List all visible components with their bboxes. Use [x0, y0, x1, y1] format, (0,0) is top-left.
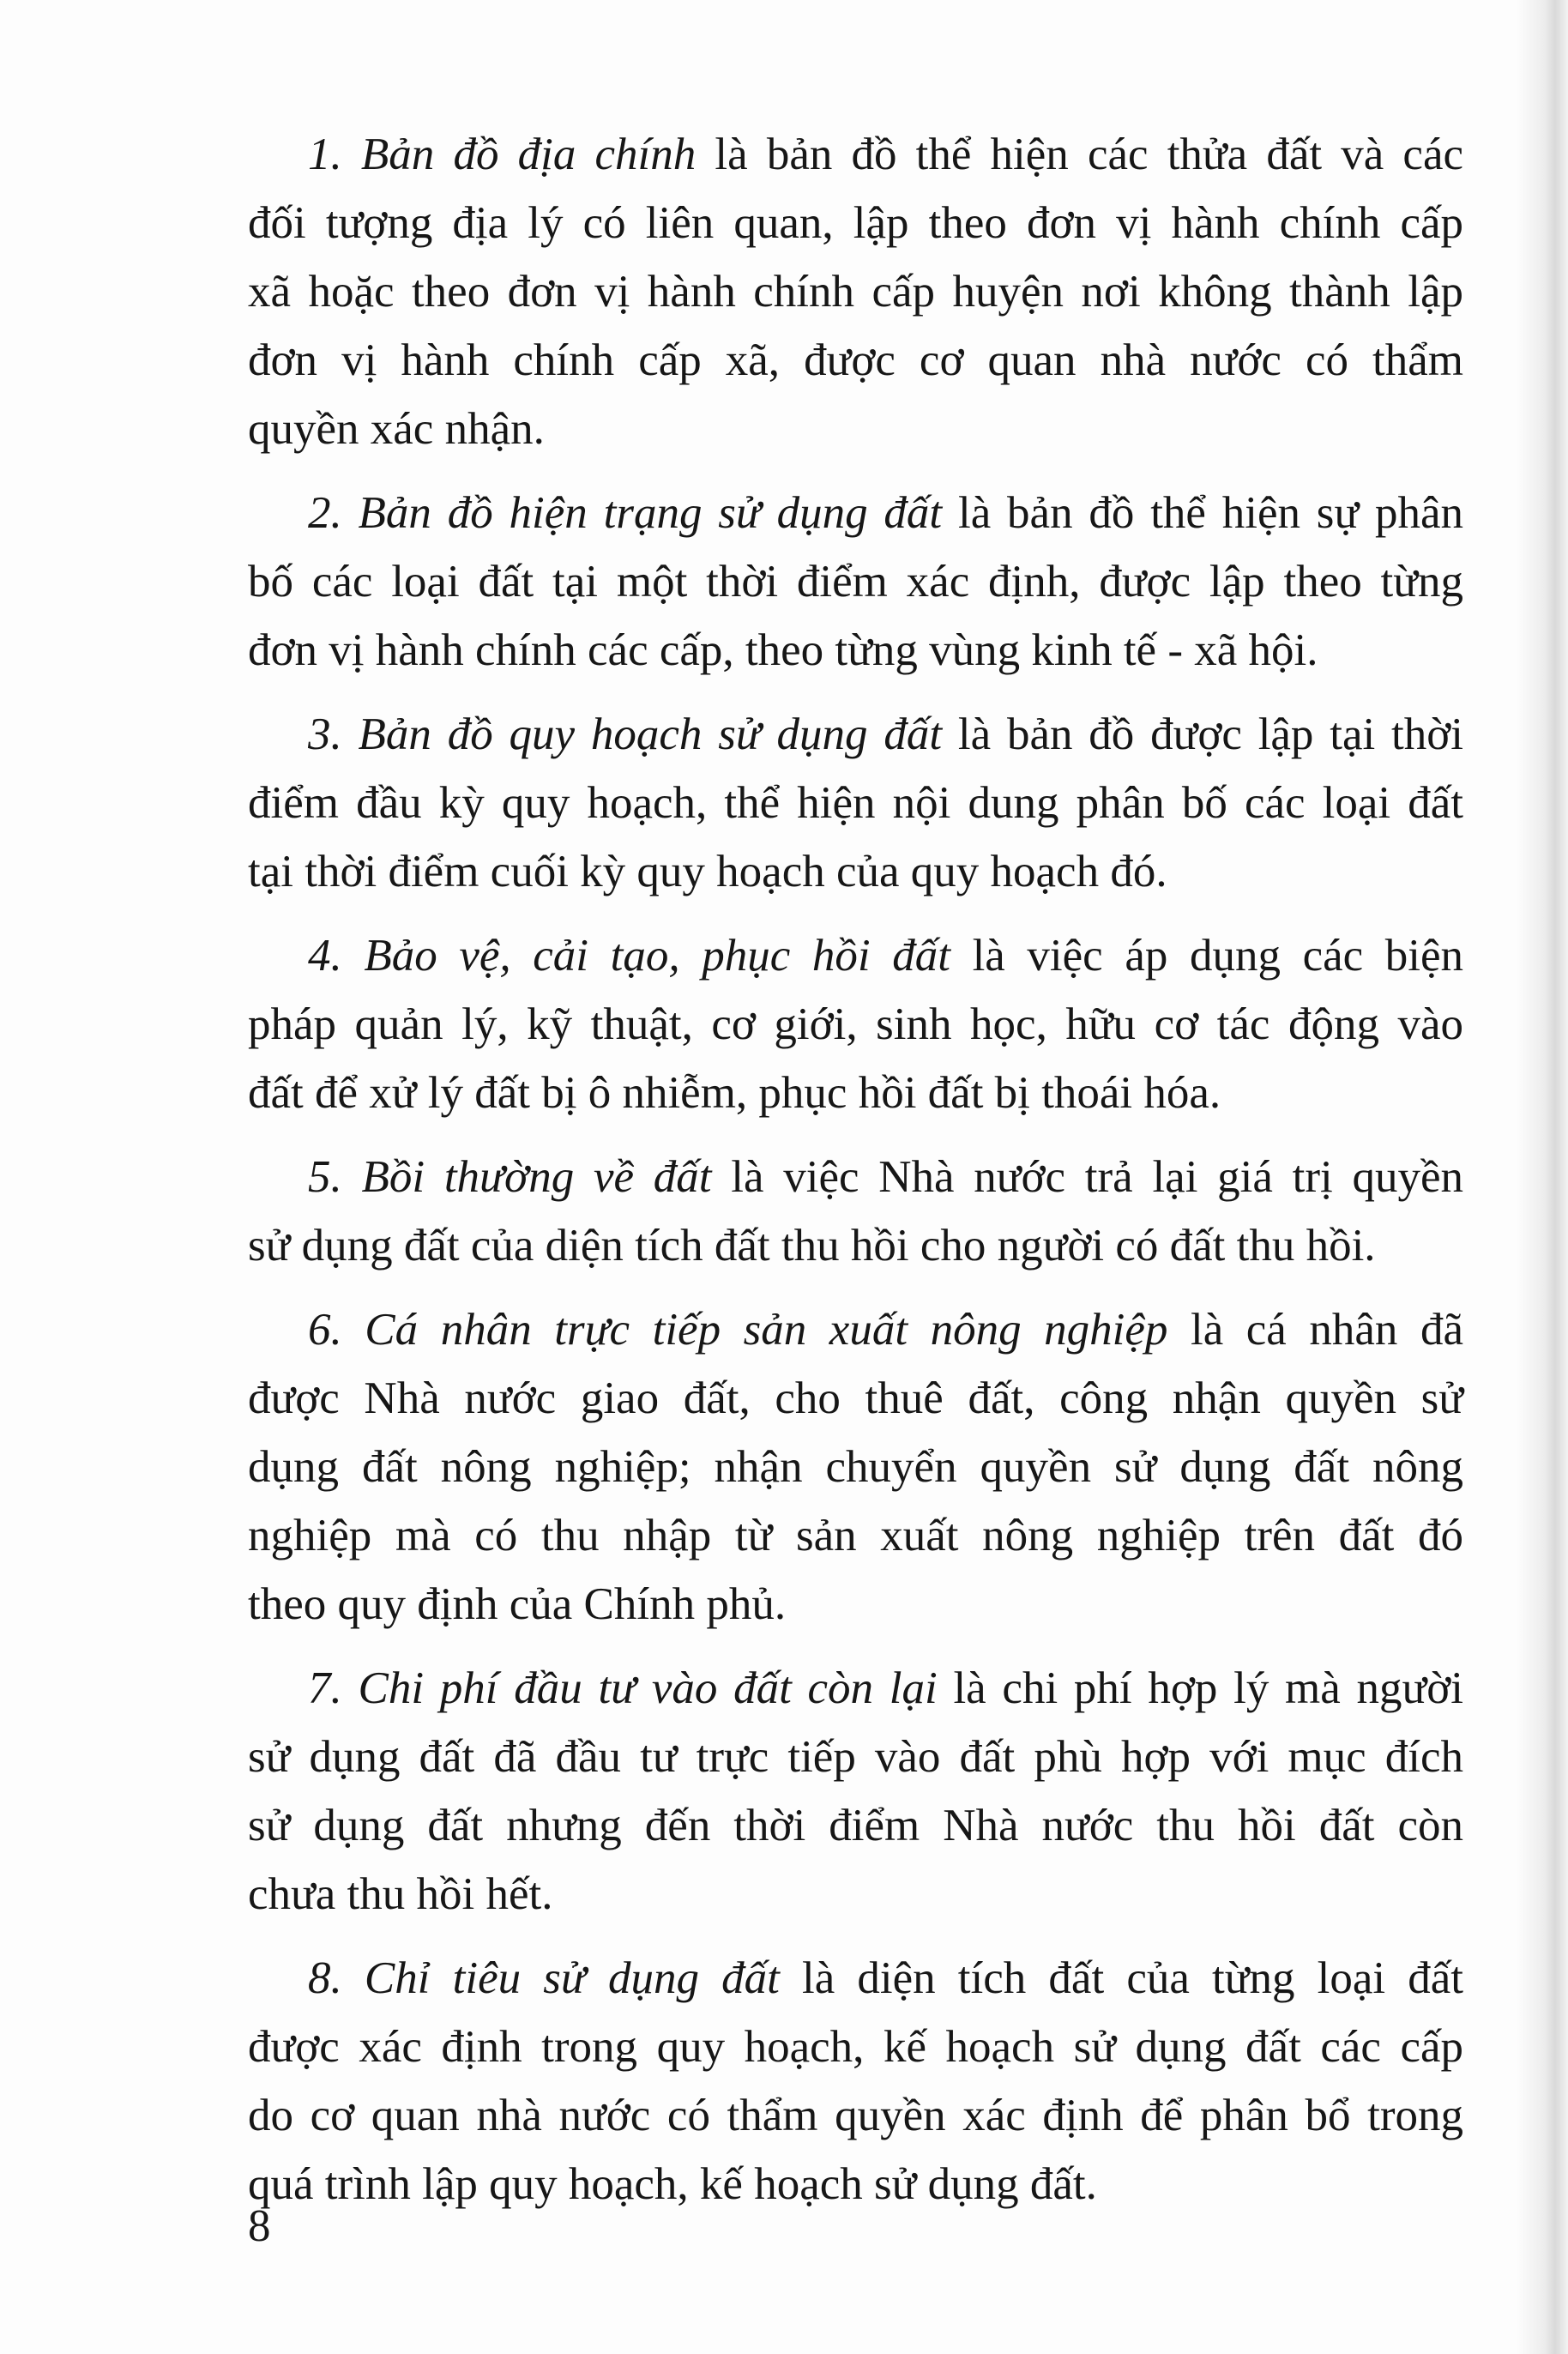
text-line	[248, 921, 1463, 990]
line-text: là chi phí hợp lý mà người	[953, 1663, 1464, 1713]
line-text: là bản đồ thể hiện sự phân	[957, 488, 1463, 538]
defined-term: 6. Cá nhân trực tiếp sản xuất nông nghiệp	[308, 1305, 1168, 1355]
text-line	[248, 1059, 1463, 1127]
line-text: đất để xử lý đất bị ô nhiễm, phục hồi đất bị thoái hóa.	[248, 1068, 1221, 1118]
definition-paragraph	[248, 1143, 1463, 1280]
line-text: sử dụng đất nhưng đến thời điểm Nhà nước thu hồi đất còn	[248, 1801, 1463, 1850]
line-text: là cá nhân đã	[1190, 1305, 1463, 1355]
text-line	[248, 990, 1463, 1059]
line-text: bố các loại đất tại một thời điểm xác định, được lập theo từng	[248, 557, 1463, 607]
text-line	[248, 616, 1463, 685]
text-line	[248, 1791, 1463, 1860]
line-text: sử dụng đất của diện tích đất thu hồi cho người có đất thu hồi.	[248, 1221, 1376, 1271]
definition-paragraph	[248, 1944, 1463, 2218]
definition-paragraph	[248, 1295, 1463, 1639]
text-line	[248, 120, 1463, 189]
text-line	[248, 1433, 1463, 1501]
defined-term: 5. Bồi thường về đất	[308, 1152, 712, 1202]
line-text: quá trình lập quy hoạch, kế hoạch sử dụng đất.	[248, 2159, 1097, 2209]
line-text: là việc Nhà nước trả lại giá trị quyền	[731, 1152, 1464, 1202]
text-line	[248, 189, 1463, 257]
definition-paragraph	[248, 700, 1463, 906]
line-text: do cơ quan nhà nước có thẩm quyền xác định để phân bổ trong	[248, 2091, 1463, 2140]
text-line	[248, 1295, 1463, 1364]
defined-term: 3. Bản đồ quy hoạch sử dụng đất	[308, 709, 943, 759]
text-line	[248, 837, 1463, 906]
text-line	[248, 2081, 1463, 2150]
page-number: 8	[248, 2201, 271, 2251]
defined-term: 4. Bảo vệ, cải tạo, phục hồi đất	[308, 931, 950, 981]
line-text: đơn vị hành chính cấp xã, được cơ quan nhà nước có thẩm	[248, 335, 1463, 385]
text-line	[248, 479, 1463, 547]
line-text: là bản đồ thể hiện các thửa đất và các	[715, 130, 1463, 179]
page-edge-shadow	[1517, 0, 1568, 2354]
defined-term: 8. Chỉ tiêu sử dụng đất	[308, 1953, 780, 2003]
definition-paragraph	[248, 479, 1463, 685]
text-line	[248, 2013, 1463, 2081]
line-text: dụng đất nông nghiệp; nhận chuyển quyền sử dụng đất nông	[248, 1442, 1463, 1492]
text-line	[248, 1143, 1463, 1211]
line-text: xã hoặc theo đơn vị hành chính cấp huyện nơi không thành lập	[248, 267, 1463, 317]
line-text: theo quy định của Chính phủ.	[248, 1579, 787, 1629]
text-line	[248, 1364, 1463, 1433]
definition-paragraph	[248, 120, 1463, 463]
line-text: tại thời điểm cuối kỳ quy hoạch của quy hoạch đó.	[248, 847, 1167, 896]
line-text: đơn vị hành chính các cấp, theo từng vùng kinh tế - xã hội.	[248, 625, 1318, 675]
line-text: đối tượng địa lý có liên quan, lập theo đơn vị hành chính cấp	[248, 198, 1463, 248]
text-line	[248, 1723, 1463, 1791]
line-text: chưa thu hồi hết.	[248, 1869, 553, 1919]
defined-term: 1. Bản đồ địa chính	[308, 130, 697, 179]
definition-paragraph	[248, 921, 1463, 1127]
line-text: điểm đầu kỳ quy hoạch, thể hiện nội dung phân bố các loại đất	[248, 778, 1463, 828]
text-line	[248, 1860, 1463, 1928]
line-text: được xác định trong quy hoạch, kế hoạch sử dụng đất các cấp	[248, 2022, 1463, 2072]
text-line	[248, 1570, 1463, 1639]
line-text: là bản đồ được lập tại thời	[957, 709, 1464, 759]
line-text: nghiệp mà có thu nhập từ sản xuất nông nghiệp trên đất đó	[248, 1511, 1463, 1560]
line-text: là việc áp dụng các biện	[972, 931, 1464, 981]
text-line	[248, 395, 1463, 463]
text-line	[248, 326, 1463, 395]
line-text: quyền xác nhận.	[248, 404, 545, 454]
text-line	[248, 700, 1463, 769]
line-text: được Nhà nước giao đất, cho thuê đất, công nhận quyền sử	[248, 1373, 1463, 1423]
text-line	[248, 1501, 1463, 1570]
text-line	[248, 257, 1463, 326]
line-text: pháp quản lý, kỹ thuật, cơ giới, sinh học, hữu cơ tác động vào	[248, 999, 1463, 1049]
text-line	[248, 2150, 1463, 2218]
text-line	[248, 547, 1463, 616]
defined-term: 2. Bản đồ hiện trạng sử dụng đất	[308, 488, 943, 538]
text-line	[248, 1944, 1463, 2013]
document-body	[248, 120, 1463, 2234]
line-text: là diện tích đất của từng loại đất	[801, 1953, 1463, 2003]
text-line	[248, 769, 1463, 837]
line-text: sử dụng đất đã đầu tư trực tiếp vào đất phù hợp với mục đích	[248, 1732, 1463, 1782]
definition-paragraph	[248, 1654, 1463, 1928]
text-line	[248, 1211, 1463, 1280]
text-line	[248, 1654, 1463, 1723]
defined-term: 7. Chi phí đầu tư vào đất còn lại	[308, 1663, 938, 1713]
